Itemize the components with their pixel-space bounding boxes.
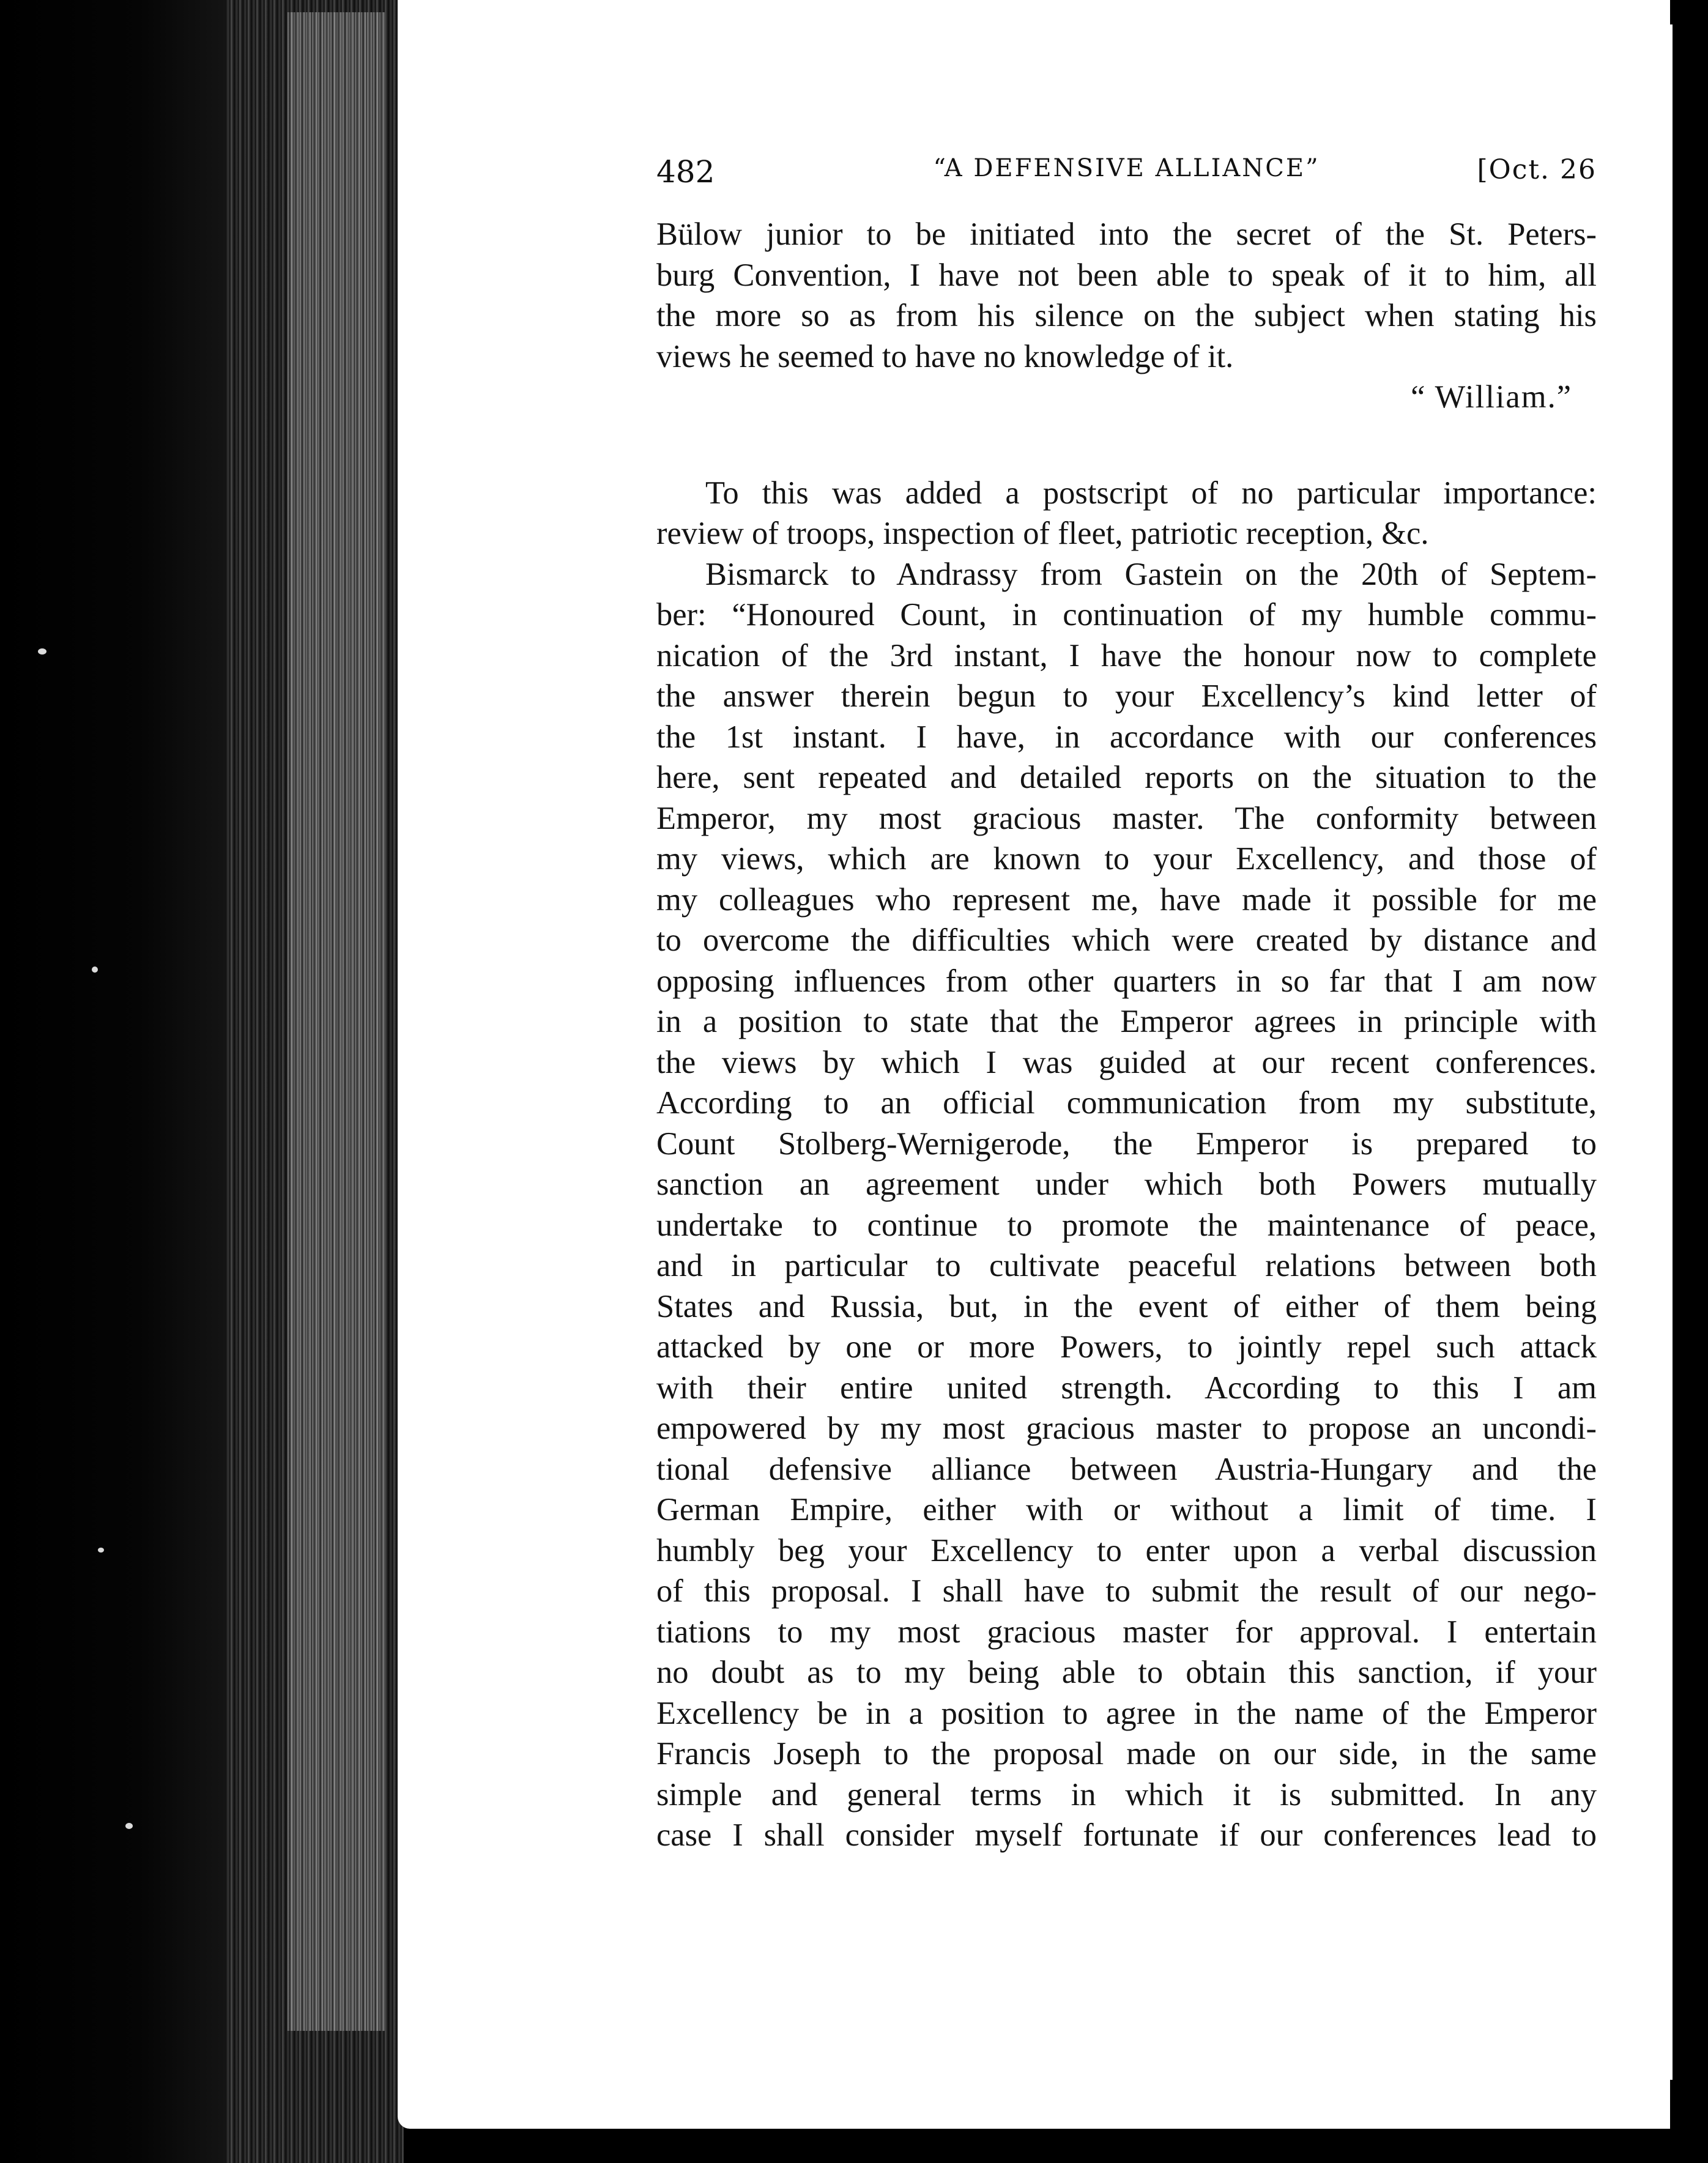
text-line: Francis Joseph to the proposal made on our side, in the same xyxy=(656,1736,1597,1772)
page-number: 482 xyxy=(656,154,715,190)
text-line: of this proposal. I shall have to submit the result of our nego- xyxy=(656,1573,1597,1609)
text-line: undertake to continue to promote the maintenance of peace, xyxy=(656,1207,1597,1243)
text-line: the answer therein begun to your Excellency’s kind letter of xyxy=(656,678,1597,714)
text-line: my colleagues who represent me, have made it possible for me xyxy=(656,881,1597,918)
text-line: the more so as from his silence on the subject when stating his xyxy=(656,298,1597,333)
paragraph-gap xyxy=(656,418,1597,473)
text-line: Emperor, my most gracious master. The conformity between xyxy=(656,800,1597,836)
text-line: Excellency be in a position to agree in the name of the Emperor xyxy=(656,1695,1597,1731)
signature: “ William.” xyxy=(1411,379,1572,415)
text-line: Bismarck to Andrassy from Gastein on the 20th of Septem- xyxy=(705,556,1597,592)
text-line: in a position to state that the Emperor agrees in principle with xyxy=(656,1004,1597,1039)
running-title: “A DEFENSIVE ALLIANCE” xyxy=(933,154,1320,182)
text-line: humbly beg your Excellency to enter upon a verbal discussion xyxy=(656,1532,1597,1568)
dust-speck xyxy=(125,1823,133,1829)
text-line: no doubt as to my being able to obtain this sanction, if your xyxy=(656,1655,1597,1690)
text-line: attacked by one or more Powers, to jointly repel such attack xyxy=(656,1329,1597,1365)
scanner-background xyxy=(0,0,232,2163)
text-line: Count Stolberg-Wernigerode, the Emperor is prepared to xyxy=(656,1126,1597,1162)
date-mark: [Oct. 26 xyxy=(1477,154,1597,185)
page-body xyxy=(656,214,1597,1856)
running-header xyxy=(656,146,1597,195)
text-line: burg Convention, I have not been able to speak of it to him, all xyxy=(656,257,1597,293)
text-line: To this was added a postscript of no particular importance: xyxy=(705,475,1597,511)
text-line: review of troops, inspection of fleet, patriotic reception, &c. xyxy=(656,516,1429,551)
letter-closing-paragraph xyxy=(656,214,1597,377)
text-line: here, sent repeated and detailed reports on the situation to the xyxy=(656,760,1597,795)
text-line: tiations to my most gracious master for approval. I entertain xyxy=(656,1614,1597,1650)
text-line: Bülow junior to be initiated into the secret of the St. Peters- xyxy=(656,217,1597,252)
text-line: the 1st instant. I have, in accordance with our conferences xyxy=(656,719,1597,755)
text-line: opposing influences from other quarters in so far that I am now xyxy=(656,963,1597,999)
text-line: ber: “Honoured Count, in continuation of my humble commu- xyxy=(656,597,1597,633)
book-page-edges-highlight xyxy=(288,12,385,2031)
text-line: tional defensive alliance between Austria-Hungary and the xyxy=(656,1451,1597,1487)
text-line: my views, which are known to your Excellency, and those of xyxy=(656,841,1597,877)
bismarck-letter-paragraph xyxy=(656,554,1597,1856)
scanner-background-right xyxy=(1670,0,1708,2163)
dust-speck xyxy=(98,1548,104,1553)
text-line: case I shall consider myself fortunate if our conferences lead to xyxy=(656,1817,1597,1853)
text-line: simple and general terms in which it is submitted. In any xyxy=(656,1776,1597,1812)
text-line: States and Russia, but, in the event of either of them being xyxy=(656,1288,1597,1324)
text-line: to overcome the difficulties which were created by distance and xyxy=(656,922,1597,958)
text-line: the views by which I was guided at our recent conferences. xyxy=(656,1044,1597,1080)
opposite-page-edge xyxy=(1664,24,1673,2080)
dust-speck xyxy=(92,966,98,973)
text-line: and in particular to cultivate peaceful relations between both xyxy=(656,1248,1597,1283)
text-line: empowered by my most gracious master to propose an uncondi- xyxy=(656,1411,1597,1446)
text-line: nication of the 3rd instant, I have the honour now to complete xyxy=(656,637,1597,673)
text-line: views he seemed to have no knowledge of it. xyxy=(656,338,1234,374)
dust-speck xyxy=(38,648,46,655)
text-line: German Empire, either with or without a limit of time. I xyxy=(656,1492,1597,1527)
postscript-paragraph xyxy=(656,473,1597,554)
text-line: with their entire united strength. According to this I am xyxy=(656,1370,1597,1406)
text-line: sanction an agreement under which both Powers mutually xyxy=(656,1167,1597,1202)
text-line: According to an official communication from my substitute, xyxy=(656,1085,1597,1121)
